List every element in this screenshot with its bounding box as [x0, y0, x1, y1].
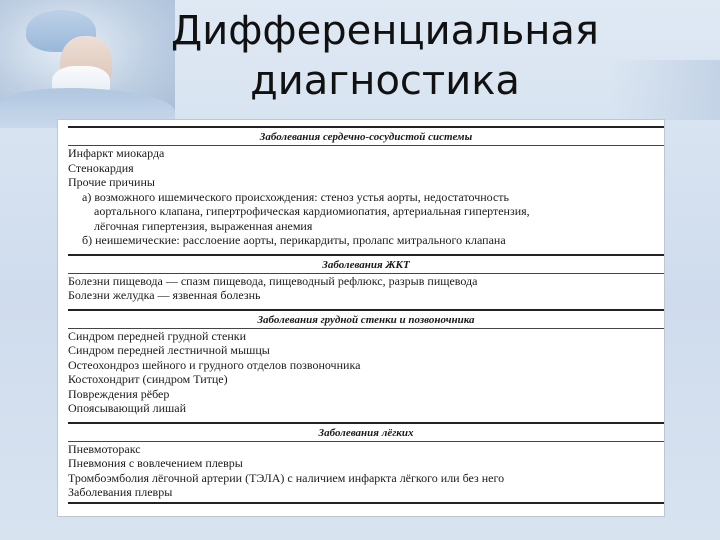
title-line-1: Дифференциальная [170, 8, 599, 54]
list-item: Костохондрит (синдром Титце) [68, 372, 228, 386]
list-item: Инфаркт миокарда [68, 146, 165, 160]
list-item: Синдром передней лестничной мышцы [68, 343, 270, 357]
list-item: а) возможного ишемического происхождения: стеноз устья аорты, недостаточность [82, 189, 510, 204]
section-heading-lungs: Заболевания лёгких [318, 426, 414, 439]
list-item: б) неишемические: расслоение аорты, перикардиты, пролапс митрального клапана [82, 233, 506, 247]
section-heading-chest-wall: Заболевания грудной стенки и позвоночника [257, 313, 475, 326]
list-item: Болезни желудка — язвенная болезнь [68, 288, 261, 302]
list-item: Тромбоэмболия лёгочной артерии (ТЭЛА) с наличием инфаркта лёгкого или без него [68, 470, 505, 485]
list-item: Синдром передней грудной стенки [68, 328, 247, 343]
section-heading-cardiovascular: Заболевания сердечно-сосудистой системы [259, 131, 473, 143]
list-item: Стенокардия [68, 160, 134, 175]
title-line-2: диагностика [250, 58, 520, 104]
list-item: Прочие причины [68, 175, 155, 189]
list-item: Пневмоторакс [68, 441, 141, 456]
section-heading-gi: Заболевания ЖКТ [322, 258, 410, 271]
list-item: Остеохондроз шейного и грудного отделов позвоночника [68, 357, 361, 372]
table-bottom-rule [68, 502, 664, 504]
list-item: Болезни пищевода — спазм пищевода, пищеводный рефлюкс, разрыв пищевода [68, 273, 478, 288]
diagnosis-table [57, 119, 665, 517]
list-item: аортального клапана, гипертрофическая кардиомиопатия, артериальная гипертензия, [94, 204, 530, 218]
list-item: Заболевания плевры [68, 485, 173, 499]
slide-title [130, 6, 640, 106]
list-item: Пневмония с вовлечением плевры [68, 456, 243, 470]
list-item: лёгочная гипертензия, выраженная анемия [94, 218, 313, 233]
list-item: Повреждения рёбер [68, 386, 170, 401]
list-item: Опоясывающий лишай [68, 401, 187, 415]
